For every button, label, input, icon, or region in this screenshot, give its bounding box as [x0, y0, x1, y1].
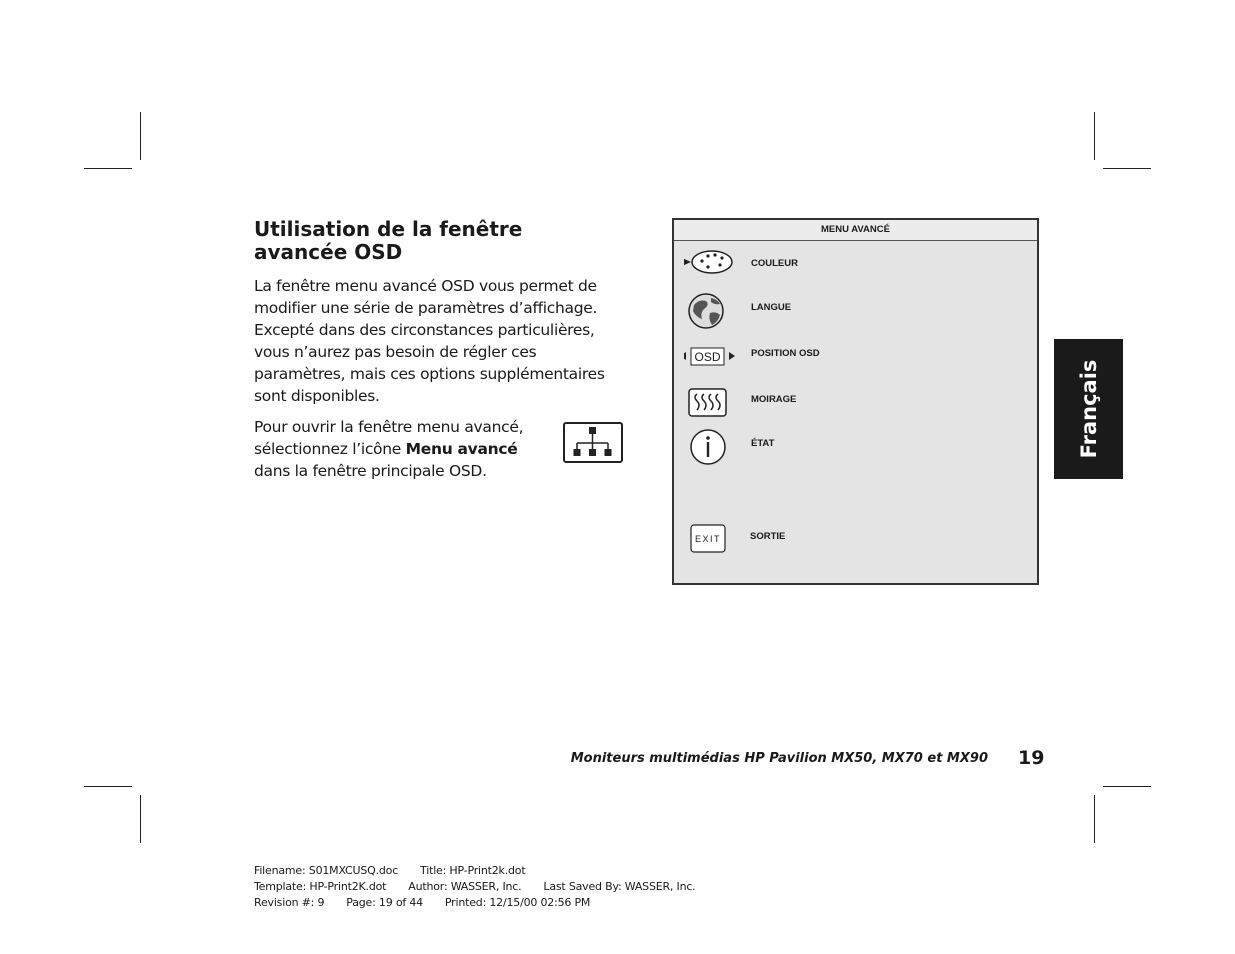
menu-avance-term: Menu avancé: [405, 440, 518, 458]
meta-author: Author: WASSER, Inc.: [408, 880, 522, 893]
osd-item-label: MOIRAGE: [751, 394, 797, 405]
crop-mark: [140, 795, 141, 843]
osd-menu-title: MENU AVANCÉ: [674, 220, 1037, 241]
crop-mark: [1094, 795, 1095, 843]
meta-revision: Revision #: 9: [254, 896, 325, 909]
crop-mark: [140, 112, 141, 160]
info-icon: [684, 428, 744, 468]
osd-item-sortie[interactable]: [674, 521, 1037, 561]
meta-template: Template: HP-Print2K.dot: [254, 880, 387, 893]
osd-item-label: LANGUE: [751, 302, 792, 313]
moire-icon: [684, 384, 744, 424]
doc-meta-line2: [254, 879, 717, 895]
osd-item-etat[interactable]: [674, 428, 1037, 468]
meta-page: Page: 19 of 44: [346, 896, 423, 909]
intro-paragraph: La fenêtre menu avancé OSD vous permet de modifier une série de paramètres d’affichage. Excepté dans des circonstances particulières, vous n’aurez pas besoin de régler ces paramètres, mais ces options supplémentaires sont disponibles.: [254, 277, 605, 405]
crop-mark: [1103, 168, 1151, 169]
osd-item-label: ÉTAT: [751, 438, 775, 449]
globe-icon: [684, 291, 744, 331]
osd-item-position-osd[interactable]: [674, 338, 1037, 378]
meta-last-saved: Last Saved By: WASSER, Inc.: [543, 880, 696, 893]
doc-meta-line1: [254, 863, 547, 879]
osd-advanced-menu: [672, 218, 1039, 585]
instruction-tail: dans la fenêtre principale OSD.: [254, 462, 487, 480]
language-tab: [1054, 339, 1123, 479]
page-number: 19: [1018, 747, 1045, 769]
meta-title: Title: HP-Print2k.dot: [420, 864, 526, 877]
language-tab-label: Français: [1076, 359, 1101, 459]
osd-item-langue[interactable]: [674, 291, 1037, 331]
color-palette-icon: [684, 244, 744, 284]
crop-mark: [84, 168, 132, 169]
crop-mark: [84, 786, 132, 787]
crop-mark: [1094, 112, 1095, 160]
instruction-lead: Pour ouvrir la fenêtre menu avancé, sélectionnez l’icône: [254, 418, 524, 458]
section-heading: Utilisation de la fenêtre avancée OSD: [254, 217, 523, 264]
footer-title: Moniteurs multimédias HP Pavilion MX50, MX70 et MX90: [570, 751, 988, 766]
exit-icon-text: EXIT: [694, 534, 722, 544]
advanced-menu-icon: [563, 422, 623, 463]
osd-position-icon: [684, 338, 744, 378]
osd-icon-text: OSD: [694, 350, 721, 364]
doc-meta-line3: [254, 895, 612, 911]
meta-printed: Printed: 12/15/00 02:56 PM: [444, 896, 591, 909]
exit-icon: [684, 521, 744, 561]
meta-filename: Filename: S01MXCUSQ.doc: [254, 864, 399, 877]
osd-item-moirage[interactable]: [674, 384, 1037, 424]
osd-item-couleur[interactable]: [674, 244, 1037, 284]
osd-item-label: COULEUR: [751, 258, 798, 269]
instruction-paragraph: [254, 416, 544, 482]
osd-item-label: SORTIE: [750, 531, 786, 542]
osd-item-label: POSITION OSD: [751, 348, 820, 359]
crop-mark: [1103, 786, 1151, 787]
